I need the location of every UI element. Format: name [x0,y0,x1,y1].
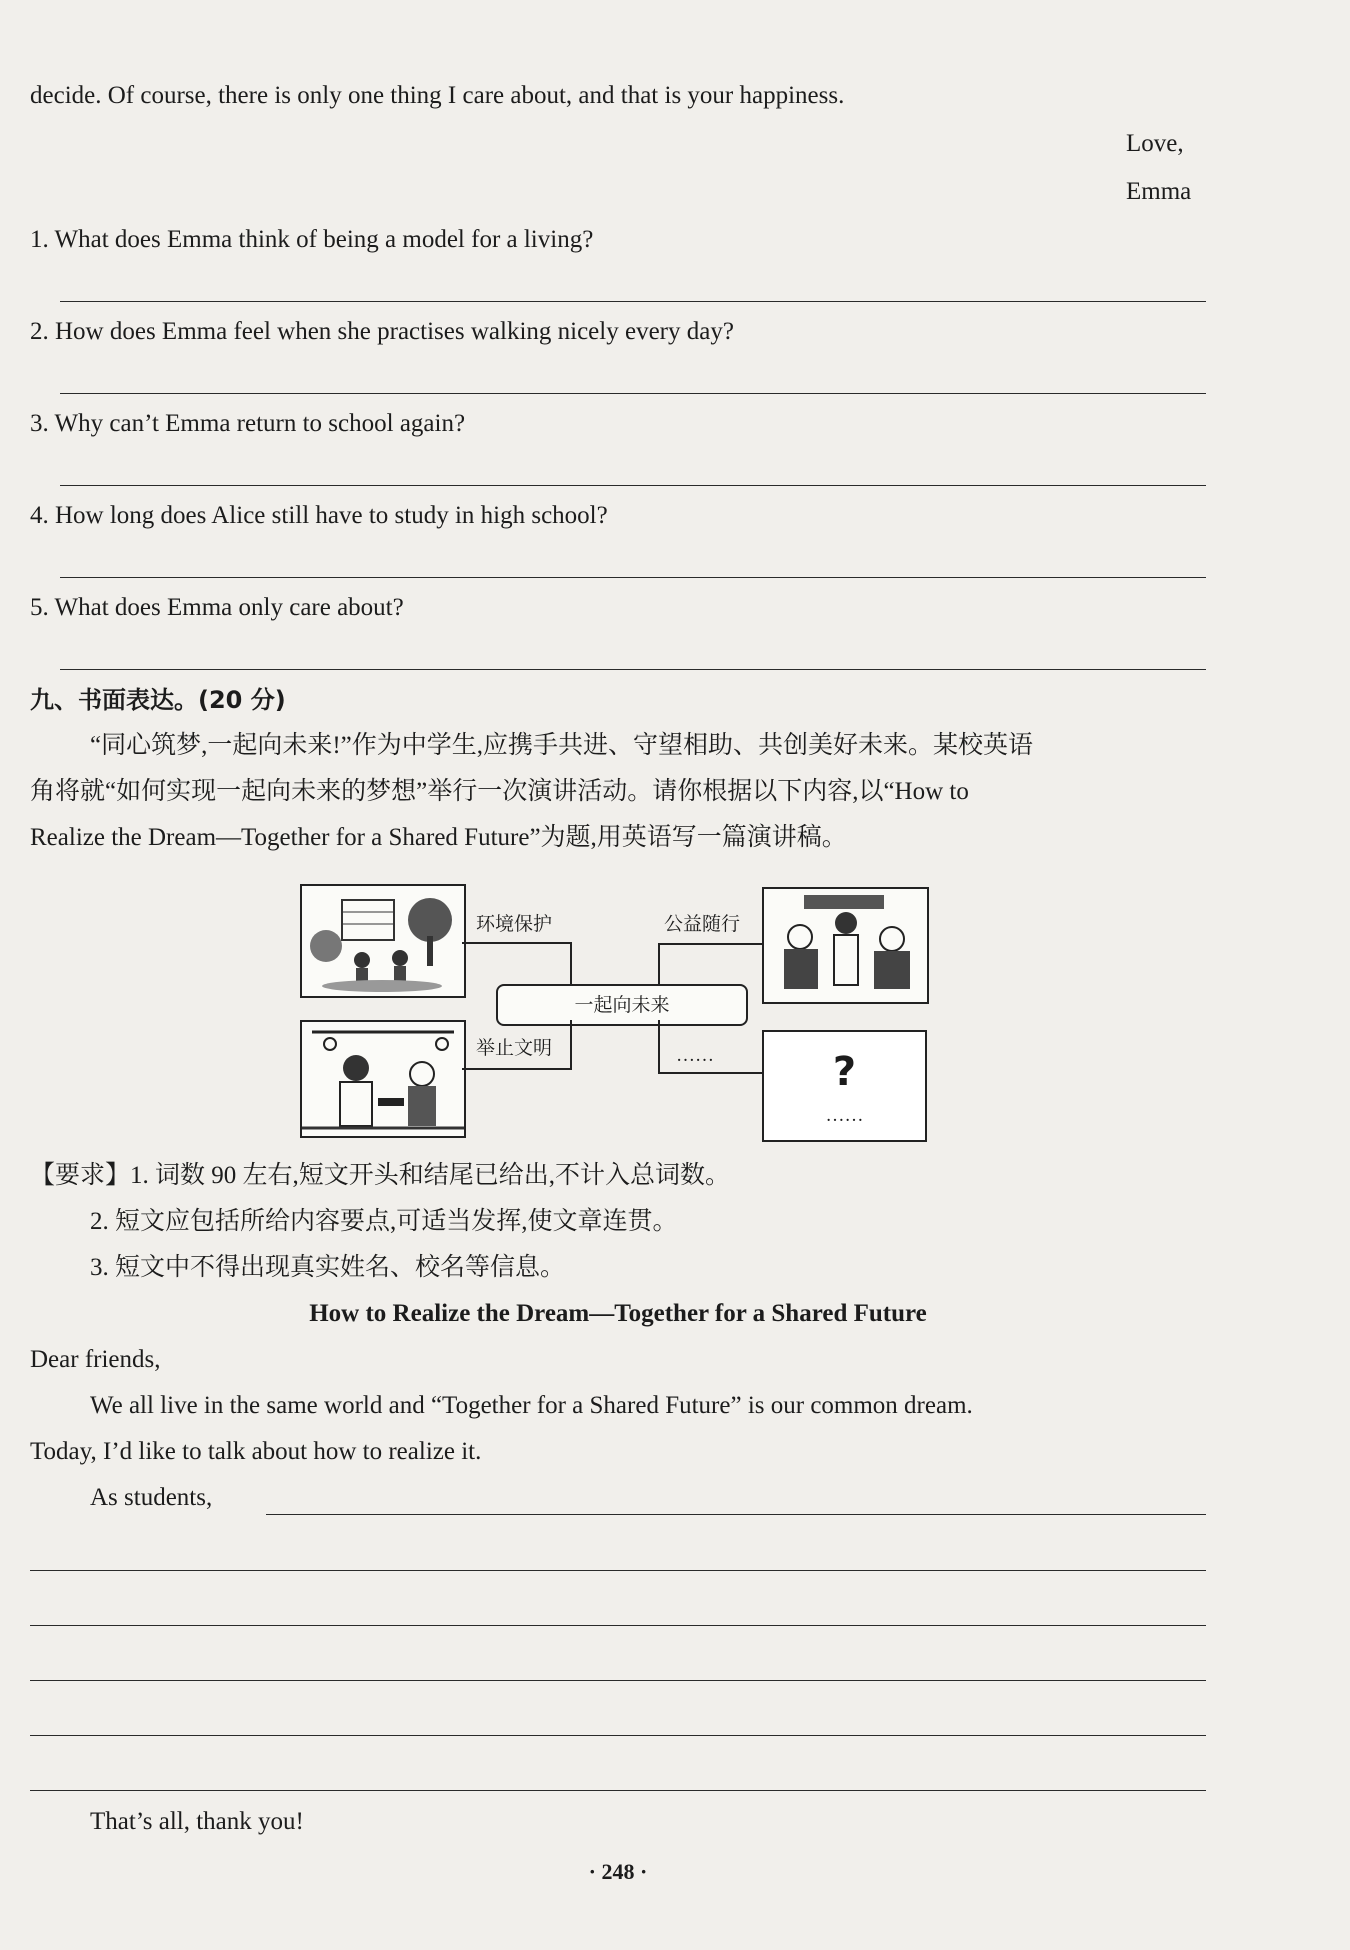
center-theme-box [496,984,748,1026]
prompt-line-3: Realize the Dream—Together for a Shared Future”为题,用英语写一篇演讲稿。 [30,824,847,851]
letter-signature: Emma [1126,178,1192,205]
giving-seat-icon [302,1022,464,1136]
picture-manners [300,1020,466,1138]
essay-opening-line-2: Today, I’d like to talk about how to realize it. [30,1438,482,1465]
answer-line-1[interactable] [60,301,1206,302]
connector-manners [462,1068,572,1070]
connector-manners-up [570,1020,572,1070]
writing-line-6[interactable] [30,1790,1206,1791]
answer-line-2[interactable] [60,393,1206,394]
writing-line-1[interactable] [266,1514,1206,1515]
label-charity: 公益随行 [664,913,741,935]
connector-env-down [570,942,572,986]
writing-line-3[interactable] [30,1625,1206,1626]
essay-opening-line-1: We all live in the same world and “Together for a Shared Future” is our common dream. [90,1392,973,1419]
label-environment: 环境保护 [476,913,553,935]
writing-line-4[interactable] [30,1680,1206,1681]
prompt-line-2: 角将就“如何实现一起向未来的梦想”举行一次演讲活动。请你根据以下内容,以“How to [30,778,969,805]
question-2: 2. How does Emma feel when she practises walking nicely every day? [30,318,734,345]
essay-ending: That’s all, thank you! [90,1808,304,1835]
essay-greeting: Dear friends, [30,1346,161,1373]
connector-charity-down [658,943,660,986]
writing-line-2[interactable] [30,1570,1206,1571]
section-heading: 九、书面表达。(20 分) [30,686,286,714]
tree-planting-icon [302,886,464,996]
connector-env [462,942,572,944]
page-number: · 248 · [588,1859,648,1884]
letter-ending-line: decide. Of course, there is only one thing I care about, and that is your happiness. [30,82,845,109]
connector-more [658,1072,762,1074]
question-3: 3. Why can’t Emma return to school again? [30,410,466,437]
letter-closing: Love, [1126,130,1184,157]
essay-starter: As students, [90,1484,213,1511]
question-4: 4. How long does Alice still have to study in high school? [30,502,608,529]
answer-line-3[interactable] [60,485,1206,486]
more-ideas-ellipsis: …… [825,1105,864,1126]
helping-elderly-icon [764,889,927,1002]
question-1: 1. What does Emma think of being a model for a living? [30,226,594,253]
question-5: 5. What does Emma only care about? [30,594,404,621]
question-mark-icon: ? [832,1049,857,1095]
prompt-line-1: “同心筑梦,一起向未来!”作为中学生,应携手共进、守望相助、共创美好未来。某校英语 [90,732,1034,759]
connector-more-up [658,1020,660,1074]
answer-line-4[interactable] [60,577,1206,578]
essay-title: How to Realize the Dream—Together for a Shared Future [309,1300,927,1327]
requirement-1: 【要求】1. 词数 90 左右,短文开头和结尾已给出,不计入总词数。 [30,1162,731,1189]
label-more: …… [676,1045,714,1066]
picture-charity [762,887,929,1004]
requirement-3: 3. 短文中不得出现真实姓名、校名等信息。 [90,1254,566,1281]
writing-line-5[interactable] [30,1735,1206,1736]
label-manners: 举止文明 [476,1037,553,1059]
picture-environment [300,884,466,998]
requirement-2: 2. 短文应包括所给内容要点,可适当发挥,使文章连贯。 [90,1208,678,1235]
answer-line-5[interactable] [60,669,1206,670]
center-theme-label: 一起向未来 [574,994,670,1016]
more-ideas-box [762,1030,927,1142]
connector-charity [658,943,762,945]
